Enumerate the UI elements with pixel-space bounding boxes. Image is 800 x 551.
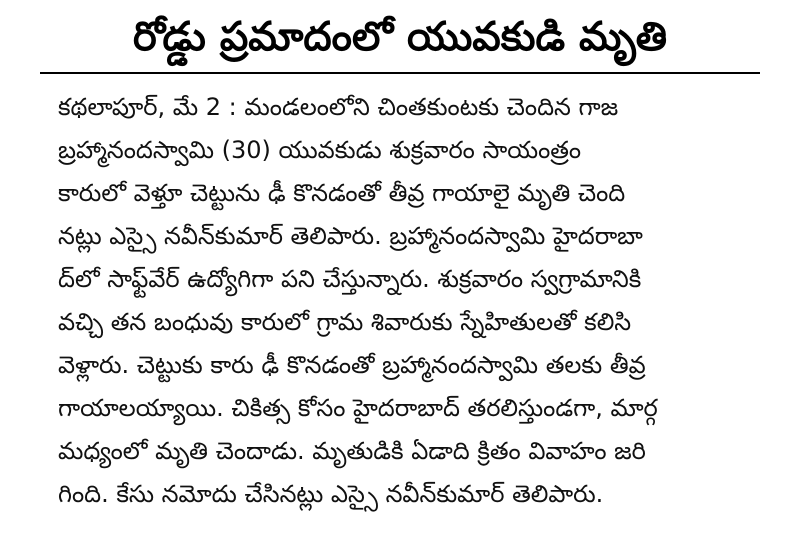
article-body [58, 86, 758, 516]
headline: రోడ్డు ప్రమాదంలో యువకుడి మృతి [132, 14, 668, 60]
article-line-5: ద్‌లో సాఫ్ట్‌వేర్ ఉద్యోగిగా పని చేస్తున్నారు. శుక్రవారం స్వగ్రామానికి [58, 265, 642, 293]
article-line-2: బ్రహ్మానందస్వామి (30) యువకుడు శుక్రవారం సాయంత్రం [58, 136, 582, 164]
headline-underline [40, 72, 760, 74]
article-line-7: వెళ్లారు. చెట్టుకు కారు ఢీ కొనడంతో బ్రహ్మానందస్వామి తలకు తీవ్ర [58, 351, 646, 379]
article-line-10: గింది. కేసు నమోదు చేసినట్లు ఎస్సై నవీన్‌కుమార్ తెలిపారు. [58, 480, 604, 508]
article-line-9: మధ్యంలో మృతి చెందాడు. మృతుడికి ఏడాది క్రితం వివాహం జరి [58, 437, 646, 465]
article-line-1: కథలాపూర్, మే 2 : మండలంలోని చింతకుంటకు చెందిన గాజ [58, 93, 619, 121]
article-line-6: వచ్చి తన బంధువు కారులో గ్రామ శివారుకు స్నేహితులతో కలిసి [58, 308, 632, 336]
article-line-4: నట్లు ఎస్సై నవీన్‌కుమార్ తెలిపారు. బ్రహ్మానందస్వామి హైదరాబా [58, 222, 643, 250]
article-line-8: గాయాలయ్యాయి. చికిత్స కోసం హైదరాబాద్ తరలిస్తుండగా, మార్గ [58, 394, 658, 422]
article-line-3: కారులో వెళ్తూ చెట్టును ఢీ కొనడంతో తీవ్ర గాయాలై మృతి చెంది [58, 179, 626, 207]
